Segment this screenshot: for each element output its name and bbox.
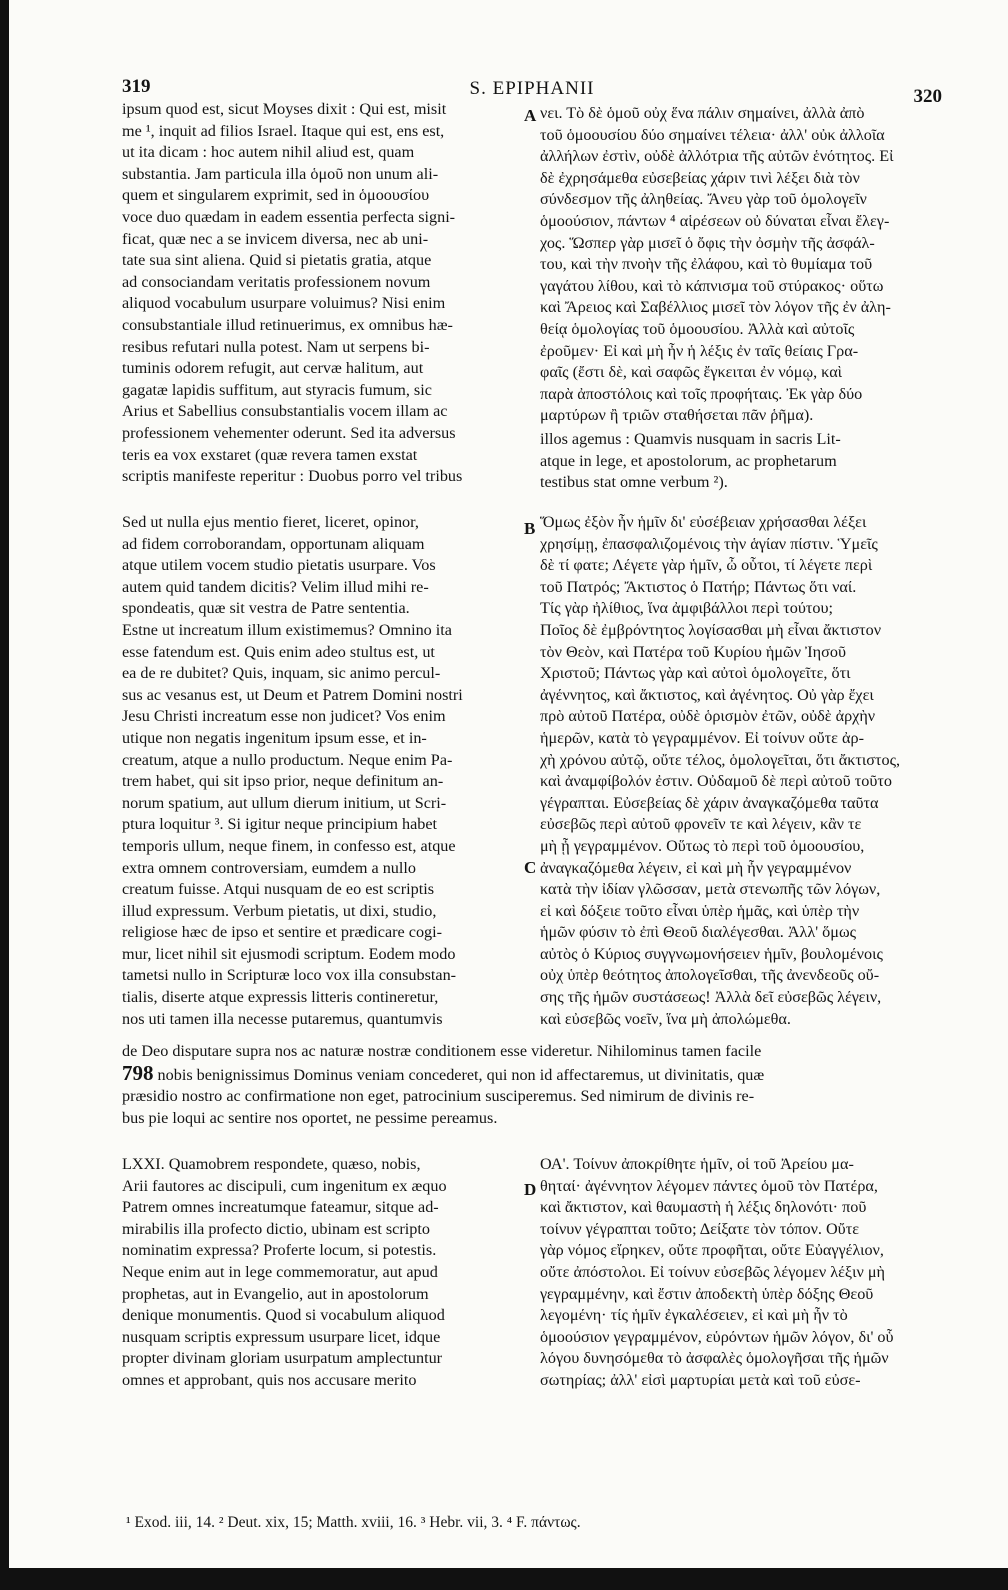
latin-line: Arius et Sabellius consubstantialis vocem illam ac	[122, 402, 448, 421]
scan-border-bottom	[0, 1568, 1008, 1590]
latin-line: Arii fautores ac discipuli, cum ingenitum ex æquo	[122, 1176, 447, 1195]
greek-line: ἀγέννητος, καὶ ἄκτιστος, καὶ ἀγένητος. Οὐ γὰρ ἔχει	[540, 685, 874, 704]
latin-line: voce duo quædam in eadem essentia perfecta signi-	[122, 207, 456, 226]
latin-line: testibus stat omne verbum ²).	[540, 473, 728, 492]
full-width-paragraph	[122, 1041, 942, 1129]
greek-line: σύνδεσμον τῆς ἀληθείας. Ἄνευ γὰρ τοῦ ὁμολογεῖν	[540, 190, 867, 209]
latin-line: sus ac vesanus est, ut Deum et Patrem Domini nostri	[122, 685, 463, 704]
latin-line: ad consociandam veritatis professionem novum	[122, 272, 431, 291]
full-width-line: præsidio nostro ac confirmatione non eget, patrocinium susciperemus. Sed nimirum de divinis re-	[122, 1087, 755, 1106]
latin-line: ficat, quæ nec a se invicem diversa, nec ab uni-	[122, 229, 429, 248]
greek-line: σης τῆς ἡμῶν συστάσεως! Ἀλλὰ δεῖ εὐσεβῶς λέγειν,	[540, 988, 882, 1007]
greek-line: οὔτε ἀπόστολοι. Εἰ τοίνυν εὐσεβῶς λέγομεν λέξιν μὴ	[540, 1262, 886, 1281]
latin-line: Patrem omnes increatumque fateamur, sitque ad-	[122, 1198, 439, 1217]
section-marker-b: B	[524, 519, 536, 538]
latin-line: autem quid tandem dicitis? Velim illud mihi re-	[122, 577, 429, 596]
latin-line: extra omnem controversiam, eumdem a nullo	[122, 858, 416, 877]
greek-line: κατὰ τὴν ἰδίαν γλῶσσαν, μετὰ στενωπῆς τῶν λόγων,	[540, 880, 881, 899]
greek-line: εἰ καὶ δόξειε τοῦτο εἶναι ὑπὲρ ἡμᾶς, καὶ ὑπὲρ τὴν	[540, 901, 860, 920]
latin-line: ea de re dubitet? Quis, inquam, sic animo percul-	[122, 664, 441, 683]
latin-line: aliquod vocabulum usurpare voluimus? Nisi enim	[122, 294, 446, 313]
greek-line: Τίς γὰρ ἠλίθιος, ἵνα ἀμφιβάλλοι περὶ τούτου;	[540, 599, 833, 618]
latin-line: nominatim expressa? Proferte locum, si potestis.	[122, 1241, 437, 1260]
latin-line: LXXI. Quamobrem respondete, quæso, nobis,	[122, 1155, 421, 1173]
latin-line: quem et singularem exprimit, sed in ὁμοουσίου	[122, 186, 430, 205]
running-head	[122, 76, 942, 107]
latin-line: temporis ullum, neque finem, in confesso est, atque	[122, 836, 456, 855]
latin-line: tuminis odorem refugit, aut cervæ halitum, aut	[122, 359, 424, 378]
latin-line: ut ita dicam : hoc autem nihil aliud est, quam	[122, 143, 415, 162]
latin-line: religiose hæc de ipso et sentire et prædicare cogi-	[122, 923, 443, 942]
latin-line: atque utilem vocem studio pietatis usurpare. Vos	[122, 556, 436, 575]
section-marker-c: C	[524, 858, 537, 877]
latin-line: trem habet, qui sit ipso prior, neque definitum an-	[122, 772, 444, 791]
greek-line: αὐτὸς ὁ Κύριος συγγνωμονήσειεν ἡμῖν, βουλομένοις	[540, 944, 883, 963]
latin-line: ad fidem corroborandam, opportunam aliquam	[122, 534, 425, 553]
latin-line: substantia. Jam particula illa ὁμοῦ non unum ali-	[122, 164, 439, 183]
page-number-right: 320	[913, 86, 942, 107]
full-width-line-text: nobis benignissimus Dominus veniam concederet, qui non id affectaremus, ut divinitatis, quæ	[157, 1065, 765, 1084]
greek-line: ὁμοούσιον, πάντων ⁴ αἱρέσεων οὐ δύναται εἶναι ἔλεγ-	[540, 211, 890, 230]
latin-line: tialis, diserte atque expressis litteris contineretur,	[122, 988, 439, 1007]
latin-line: creatum fuisse. Atqui nusquam de eo est scriptis	[122, 880, 434, 899]
greek-line: λόγου δυνησόμεθα τὸ ἀσφαλὲς ὁμολογῆσαι τῆς ἡμῶν	[540, 1349, 889, 1368]
greek-line: χρησίμῃ, ἐπασφαλιζομένοις τὴν ἁγίαν πίστιν. Ὑμεῖς	[540, 534, 878, 553]
latin-line: Jesu Christi increatum esse non judicet? Vos enim	[122, 707, 446, 726]
greek-line: λεγομένη· τίς ἡμῖν ἐγκαλέσειεν, εἰ καὶ μὴ ἦν τὸ	[540, 1306, 848, 1325]
greek-line: ἡμῶν φύσιν τὸ ἐπὶ Θεοῦ διαλέγεσθαι. Ἀλλ' ὅμως	[540, 923, 857, 942]
greek-column-b	[540, 512, 942, 1030]
latin-line: denique monumentis. Quod si vocabulum aliquod	[122, 1306, 445, 1325]
latin-line: resibus refutari nulla potest. Nam ut serpens bi-	[122, 337, 430, 356]
greek-line: Ποῖος δὲ ἐμβρόντητος λογίσασθαι μὴ εἶναι ἄκτιστον	[540, 620, 882, 639]
greek-line: τοῦ ὁμοουσίου δύο σημαίνει τέλεια· ἀλλ' οὐκ ἀλλοῖα	[540, 125, 885, 144]
latin-line: mur, licet nihil sit ejusmodi scriptum. Eodem modo	[122, 944, 456, 963]
greek-line: τοίνυν γέγραπται τοῦτο; Δείξατε τὸν τόπον. Οὔτε	[540, 1219, 859, 1238]
latin-line: creatum, atque a nullo productum. Neque enim Pa-	[122, 750, 453, 769]
latin-line: ptura loquitur ³. Si igitur neque principium habet	[122, 815, 438, 834]
latin-line: illud expressum. Verbum pietatis, ut dixi, studio,	[122, 901, 437, 920]
section-marker-d: D	[524, 1180, 537, 1199]
greek-line: ἀναγκαζόμεθα λέγειν, εἰ καὶ μὴ ἦν γεγραμμένον	[540, 858, 852, 877]
greek-line: μὴ ᾖ γεγραμμένον. Οὕτως τὸ περὶ τοῦ ὁμοουσίου,	[540, 836, 865, 855]
greek-line: χος. Ὥσπερ γὰρ μισεῖ ὁ ὄφις τὴν ὀσμὴν τῆς ἀσφάλ-	[540, 233, 875, 252]
latin-line: utique non negatis ingenitum ipsum esse, et in-	[122, 728, 427, 747]
full-width-line	[122, 1060, 942, 1087]
greek-line: οὐχ ὑπὲρ θεότητος ἀπολογεῖσθαι, τῆς ἀνενδεοῦς οὔ-	[540, 966, 880, 985]
latin-line: mirabilis illa profecto dictio, ubinam est scripto	[122, 1219, 430, 1238]
footnotes: ¹ Exod. iii, 14. ² Deut. xix, 15; Matth. xviii, 16. ³ Hebr. vii, 3. ⁴ F. πάντως.	[126, 1514, 581, 1531]
greek-line: γὰρ νόμος εἴρηκεν, οὔτε προφῆται, οὔτε Εὐαγγέλιον,	[540, 1241, 884, 1260]
greek-line: ἐροῦμεν· Εἰ καὶ μὴ ἦν ἡ λέξις ἐν ταῖς θείαις Γρα-	[540, 341, 859, 360]
latin-line: Estne ut increatum illum existimemus? Omnino ita	[122, 620, 452, 639]
latin-line: consubstantiale illud retinuerimus, ex omnibus hæ-	[122, 315, 453, 334]
greek-line: δὲ ἐχρησάμεθα εὐσεβείας χάριν τινὶ λέξει διὰ τὸν	[540, 168, 860, 187]
latin-line: professionem vehementer oderunt. Sed ita adversus	[122, 423, 456, 442]
greek-line: νει. Τὸ δὲ ὁμοῦ οὐχ ἕνα πάλιν σημαίνει, ἀλλὰ ἀπὸ	[540, 104, 865, 122]
scan-border-left	[0, 0, 9, 1590]
greek-column-d	[540, 1154, 942, 1392]
latin-continuation-right	[540, 429, 942, 494]
greek-line: καὶ ἄκτιστον, καὶ θαυμαστὴ ἡ λέξις δηλονότι· ποῦ	[540, 1198, 867, 1217]
greek-line: θείᾳ ὁμολογίας τοῦ ὁμοουσίου. Ἀλλὰ καὶ αὐτοῖς	[540, 319, 855, 338]
greek-line: ΟΑ'. Τοίνυν ἀποκρίθητε ἡμῖν, οἱ τοῦ Ἀρείου μα-	[540, 1155, 854, 1173]
latin-line: ipsum quod est, sicut Moyses dixit : Qui est, misit	[122, 100, 447, 118]
greek-line: εὐσεβῶς περὶ αὐτοῦ φρονεῖν τε καὶ λέγειν, κἂν τε	[540, 815, 862, 834]
greek-line: γέγραπται. Εὐσεβείας δὲ χάριν ἀναγκαζόμεθα ταῦτα	[540, 793, 879, 812]
latin-line: nusquam scriptis expressum usurpare licet, idque	[122, 1327, 441, 1346]
latin-line: illos agemus : Quamvis nusquam in sacris Lit-	[540, 430, 841, 448]
latin-column-top	[122, 99, 524, 488]
greek-line: μαρτύρων ἢ τριῶν σταθήσεται πᾶν ῥῆμα).	[540, 406, 814, 425]
latin-column-d	[122, 1154, 524, 1392]
latin-line: scriptis manifeste reperitur : Duobus porro vel tribus	[122, 467, 463, 486]
greek-line: καὶ ἀναμφίβολόν ἐστιν. Οὐδαμοῦ δὲ περὶ αὐτοῦ τοῦτο	[540, 772, 892, 791]
full-width-line: bus pie loqui ac sentire nos oportet, ne pessime pereamus.	[122, 1108, 498, 1127]
greek-line: ὁμοούσιον γεγραμμένον, εὑρόντων ἡμῶν λόγον, δι' οὗ	[540, 1327, 894, 1346]
latin-column-b	[122, 512, 524, 1030]
latin-line: norum spatium, aut ullum dierum initium, ut Scri-	[122, 793, 447, 812]
greek-line: πρὸ αὐτοῦ Πατέρα, οὐδὲ ὁρισμὸν ἐτῶν, οὐδὲ ἀρχὴν	[540, 707, 876, 726]
latin-line: tate sua sint aliena. Quid si pietatis gratia, atque	[122, 251, 432, 270]
page-number-left: 319	[122, 76, 151, 97]
greek-line: Ὅμως ἐξὸν ἦν ἡμῖν δι' εὐσέβειαν χρήσασθαι λέξει	[540, 513, 867, 531]
latin-line: tametsi nullo in Scripturæ loco vox illa consubstan-	[122, 966, 457, 985]
latin-line: nos uti tamen illa necesse putaremus, quantumvis	[122, 1009, 443, 1028]
greek-line: του, καὶ τὴν πνοὴν τῆς ἐλάφου, καὶ τὸ θυμίαμα τοῦ	[540, 255, 873, 274]
greek-line: χὴ χρόνου αὐτῷ, οὔτε τέλος, ὁμολογεῖται, ὅτι ἄκτιστος,	[540, 750, 901, 769]
greek-line: τοῦ Πατρός; Ἄκτιστος ὁ Πατήρ; Πάντως ὅτι ναί.	[540, 577, 857, 596]
latin-line: gagatæ lapidis suffitum, aut styracis fumum, sic	[122, 380, 432, 399]
latin-line: atque in lege, et apostolorum, ac prophetarum	[540, 451, 837, 470]
greek-line: θηταί· ἀγέννητον λέγομεν πάντες ὁμοῦ τὸν Πατέρα,	[540, 1176, 878, 1195]
latin-line: esse fatendum est. Quis enim adeo stultus est, ut	[122, 642, 435, 661]
greek-line: καὶ εὐσεβῶς νοεῖν, ἵνα μὴ ἀπολώμεθα.	[540, 1009, 791, 1028]
latin-line: Neque enim aut in lege commemoratur, aut apud	[122, 1262, 438, 1281]
greek-line: σωτηρίας; ἀλλ' εἰσὶ μαρτυρίαι μετὰ καὶ τοῦ εὐσε-	[540, 1370, 861, 1389]
latin-line: prophetas, aut in Evangelio, aut in apostolorum	[122, 1284, 429, 1303]
full-width-line: de Deo disputare supra nos ac naturæ nostræ conditionem esse videretur. Nihilominus tamen facile	[122, 1042, 762, 1060]
greek-line: γεγραμμένην, καὶ ἔστιν ἀποδεκτὴ ὑπὲρ δόξης Θεοῦ	[540, 1284, 874, 1303]
greek-line: καὶ Ἄρειος καὶ Σαβέλλιος μισεῖ τὸν λόγον τῆς ἐν ἀλη-	[540, 298, 891, 317]
margin-number-798: 798	[122, 1060, 154, 1085]
latin-line: propter divinam gloriam usurpatum amplectuntur	[122, 1349, 443, 1368]
latin-line: omnes et approbant, quis nos accusare merito	[122, 1370, 417, 1389]
running-title: S. EPIPHANII	[469, 78, 595, 99]
greek-column-top	[540, 103, 942, 427]
greek-line: ἡμερῶν, κατὰ τὸ γεγραμμένον. Εἰ τοίνυν οὔτε ἀρ-	[540, 728, 864, 747]
latin-line: Sed ut nulla ejus mentio fieret, liceret, opinor,	[122, 513, 419, 531]
latin-line: spondeatis, quæ sit vestra de Patre sententia.	[122, 599, 410, 618]
greek-line: Χριστοῦ; Πάντως γὰρ καὶ αὐτοὶ ὁμολογεῖτε, ὅτι	[540, 664, 851, 683]
greek-line: γαγάτου λίθου, καὶ τὸ κάπνισμα τοῦ στύρακος· οὕτω	[540, 276, 884, 295]
greek-line: παρὰ ἀποστόλοις καὶ τοῖς προφήταις. Ἐκ γὰρ δύο	[540, 384, 863, 403]
greek-line: ἀλλήλων ἐστὶν, οὐδὲ ἀλλότρια τῆς αὐτῶν ἑνότητος. Εἰ	[540, 147, 894, 166]
latin-line: me ¹, inquit ad filios Israel. Itaque qui est, ens est,	[122, 121, 445, 140]
greek-line: δὲ τί φατε; Λέγετε γὰρ ἡμῖν, ὦ οὗτοι, τί λέγετε περὶ	[540, 556, 873, 575]
latin-line: teris ea vox exstaret (quæ revera tamen exstat	[122, 445, 418, 464]
section-marker-a: A	[524, 106, 537, 125]
greek-line: τὸν Θεὸν, καὶ Πατέρα τοῦ Κυρίου ἡμῶν Ἰησοῦ	[540, 642, 846, 661]
greek-line: φαῖς (ἔστι δὲ, καὶ σαφῶς ἔγκειται ἐν νόμῳ, καὶ	[540, 363, 843, 382]
